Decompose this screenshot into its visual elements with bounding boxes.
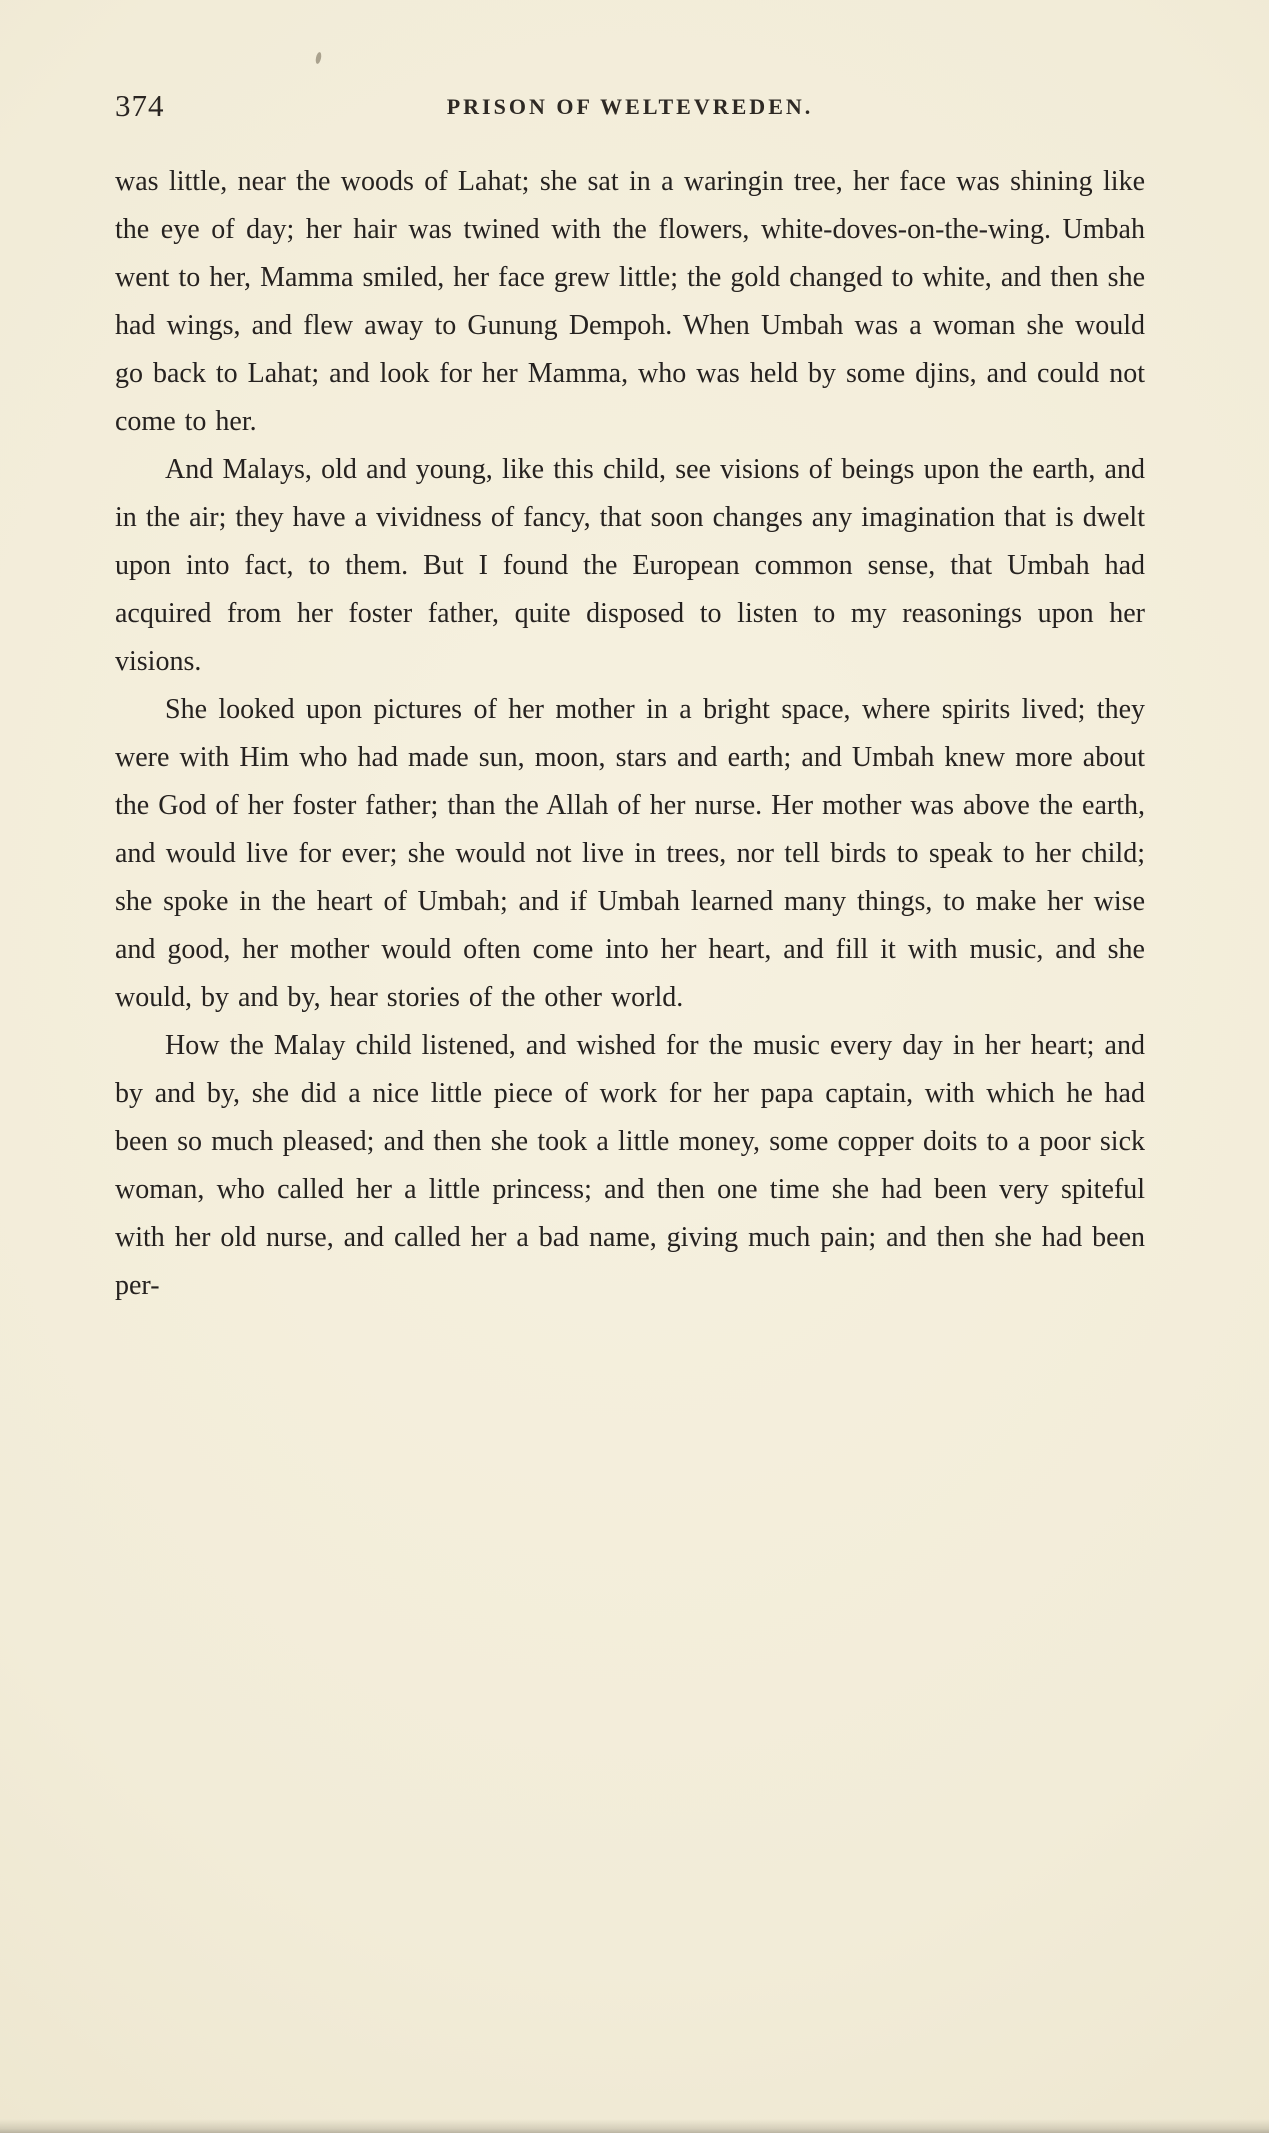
page-body — [115, 158, 1145, 1310]
paragraph-2: And Malays, old and young, like this child, see visions of beings upon the earth, and in the air; they have a vividness of fancy, that soon changes any imagination that is dwelt upon into fact, to them. But I found the European common sense, that Umbah had acquired from her foster father, quite disposed to listen to my reasonings upon her visions. — [115, 454, 1145, 677]
paragraph-1: was little, near the woods of Lahat; she sat in a waringin tree, her face was shining like the eye of day; her hair was twined with the flowers, white-doves-on-the-wing. Umbah went to her, Mamma smiled, her face grew little; the gold changed to white, and then she had wings, and flew away to Gunung Dempoh. When Umbah was a woman she would go back to Lahat; and look for her Mamma, who was held by some djins, and could not come to her. — [115, 166, 1145, 437]
running-header: PRISON OF WELTEVREDEN. — [446, 94, 814, 119]
page-header — [115, 88, 1145, 128]
scan-speck — [315, 52, 322, 65]
page-number: 374 — [115, 88, 165, 123]
paragraph-3: She looked upon pictures of her mother in a bright space, where spirits lived; they were with Him who had made sun, moon, stars and earth; and Umbah knew more about the God of her foster father; than the Allah of her nurse. Her mother was above the earth, and would live for ever; she would not live in trees, nor tell birds to speak to her child; she spoke in the heart of Umbah; and if Umbah learned many things, to make her wise and good, her mother would often come into her heart, and fill it with music, and she would, by and by, hear stories of the other world. — [115, 694, 1145, 1013]
paragraph-4: How the Malay child listened, and wished for the music every day in her heart; and by and by, she did a nice little piece of work for her papa captain, with which he had been so much pleased; and then she took a little money, some copper doits to a poor sick woman, who called her a little princess; and then one time she had been very spiteful with her old nurse, and called her a bad name, giving much pain; and then she had been per- — [115, 1030, 1145, 1301]
